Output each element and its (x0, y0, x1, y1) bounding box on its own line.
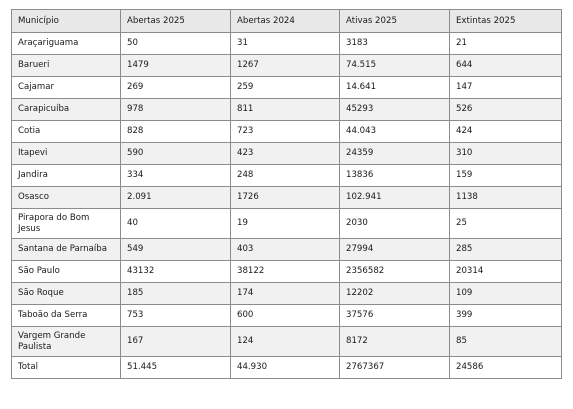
cell-municipio: Santana de Parnaíba (12, 239, 121, 261)
cell-abertas-2024: 124 (231, 327, 340, 357)
cell-ativas-2025: 12202 (340, 283, 450, 305)
cell-abertas-2024: 248 (231, 165, 340, 187)
table-row (12, 33, 562, 55)
cell-abertas-2024: 600 (231, 305, 340, 327)
header-abertas-2025: Abertas 2025 (121, 10, 231, 33)
cell-abertas-2025: 40 (121, 209, 231, 239)
header-municipio: Município (12, 10, 121, 33)
cell-municipio: Itapevi (12, 143, 121, 165)
cell-total-label: Total (12, 357, 121, 379)
cell-extintas-2025: 424 (450, 121, 562, 143)
cell-extintas-2025: 21 (450, 33, 562, 55)
table-row (12, 239, 562, 261)
table-body (12, 33, 562, 379)
cell-ativas-2025: 27994 (340, 239, 450, 261)
cell-abertas-2025: 185 (121, 283, 231, 305)
table-header (12, 10, 562, 33)
cell-ativas-2025: 44.043 (340, 121, 450, 143)
cell-abertas-2024: 31 (231, 33, 340, 55)
total-row (12, 357, 562, 379)
cell-ativas-2025: 2030 (340, 209, 450, 239)
cell-ativas-2025: 37576 (340, 305, 450, 327)
cell-extintas-2025: 399 (450, 305, 562, 327)
table-row (12, 121, 562, 143)
cell-total-extintas-2025: 24586 (450, 357, 562, 379)
table-row (12, 165, 562, 187)
cell-ativas-2025: 74.515 (340, 55, 450, 77)
cell-municipio: São Paulo (12, 261, 121, 283)
cell-ativas-2025: 13836 (340, 165, 450, 187)
cell-extintas-2025: 147 (450, 77, 562, 99)
cell-municipio: Carapicuíba (12, 99, 121, 121)
cell-abertas-2025: 753 (121, 305, 231, 327)
cell-abertas-2024: 723 (231, 121, 340, 143)
cell-total-abertas-2025: 51.445 (121, 357, 231, 379)
cell-ativas-2025: 14.641 (340, 77, 450, 99)
cell-municipio: Barueri (12, 55, 121, 77)
header-abertas-2024: Abertas 2024 (231, 10, 340, 33)
cell-abertas-2025: 978 (121, 99, 231, 121)
cell-abertas-2024: 38122 (231, 261, 340, 283)
cell-municipio: Araçariguama (12, 33, 121, 55)
cell-extintas-2025: 1138 (450, 187, 562, 209)
header-row (12, 10, 562, 33)
cell-extintas-2025: 159 (450, 165, 562, 187)
cell-municipio: Jandira (12, 165, 121, 187)
cell-municipio: Taboão da Serra (12, 305, 121, 327)
header-extintas-2025: Extintas 2025 (450, 10, 562, 33)
cell-abertas-2025: 167 (121, 327, 231, 357)
table-row (12, 99, 562, 121)
cell-extintas-2025: 85 (450, 327, 562, 357)
cell-abertas-2024: 1267 (231, 55, 340, 77)
cell-extintas-2025: 285 (450, 239, 562, 261)
cell-abertas-2024: 423 (231, 143, 340, 165)
cell-municipio: Cotia (12, 121, 121, 143)
table-row (12, 143, 562, 165)
table-row (12, 283, 562, 305)
cell-ativas-2025: 102.941 (340, 187, 450, 209)
header-ativas-2025: Ativas 2025 (340, 10, 450, 33)
cell-ativas-2025: 3183 (340, 33, 450, 55)
cell-municipio: Pirapora do Bom Jesus (12, 209, 121, 239)
cell-abertas-2025: 2.091 (121, 187, 231, 209)
table-row (12, 209, 562, 239)
cell-extintas-2025: 20314 (450, 261, 562, 283)
cell-extintas-2025: 25 (450, 209, 562, 239)
cell-abertas-2025: 549 (121, 239, 231, 261)
cell-abertas-2024: 19 (231, 209, 340, 239)
table-row (12, 77, 562, 99)
cell-abertas-2025: 828 (121, 121, 231, 143)
cell-municipio: Vargem Grande Paulista (12, 327, 121, 357)
cell-abertas-2025: 334 (121, 165, 231, 187)
cell-extintas-2025: 109 (450, 283, 562, 305)
cell-total-abertas-2024: 44.930 (231, 357, 340, 379)
cell-municipio: Osasco (12, 187, 121, 209)
table-row (12, 187, 562, 209)
cell-municipio: Cajamar (12, 77, 121, 99)
cell-ativas-2025: 8172 (340, 327, 450, 357)
table-row (12, 261, 562, 283)
cell-abertas-2024: 174 (231, 283, 340, 305)
cell-abertas-2024: 811 (231, 99, 340, 121)
cell-extintas-2025: 526 (450, 99, 562, 121)
cell-ativas-2025: 45293 (340, 99, 450, 121)
cell-municipio: São Roque (12, 283, 121, 305)
table-row (12, 305, 562, 327)
cell-ativas-2025: 2356582 (340, 261, 450, 283)
table-row (12, 55, 562, 77)
cell-extintas-2025: 310 (450, 143, 562, 165)
cell-abertas-2025: 1479 (121, 55, 231, 77)
cell-abertas-2025: 50 (121, 33, 231, 55)
companies-table (11, 9, 562, 379)
table-row (12, 327, 562, 357)
cell-abertas-2024: 403 (231, 239, 340, 261)
cell-abertas-2024: 1726 (231, 187, 340, 209)
cell-abertas-2025: 269 (121, 77, 231, 99)
cell-extintas-2025: 644 (450, 55, 562, 77)
cell-abertas-2024: 259 (231, 77, 340, 99)
cell-ativas-2025: 24359 (340, 143, 450, 165)
cell-abertas-2025: 590 (121, 143, 231, 165)
cell-total-ativas-2025: 2767367 (340, 357, 450, 379)
cell-abertas-2025: 43132 (121, 261, 231, 283)
